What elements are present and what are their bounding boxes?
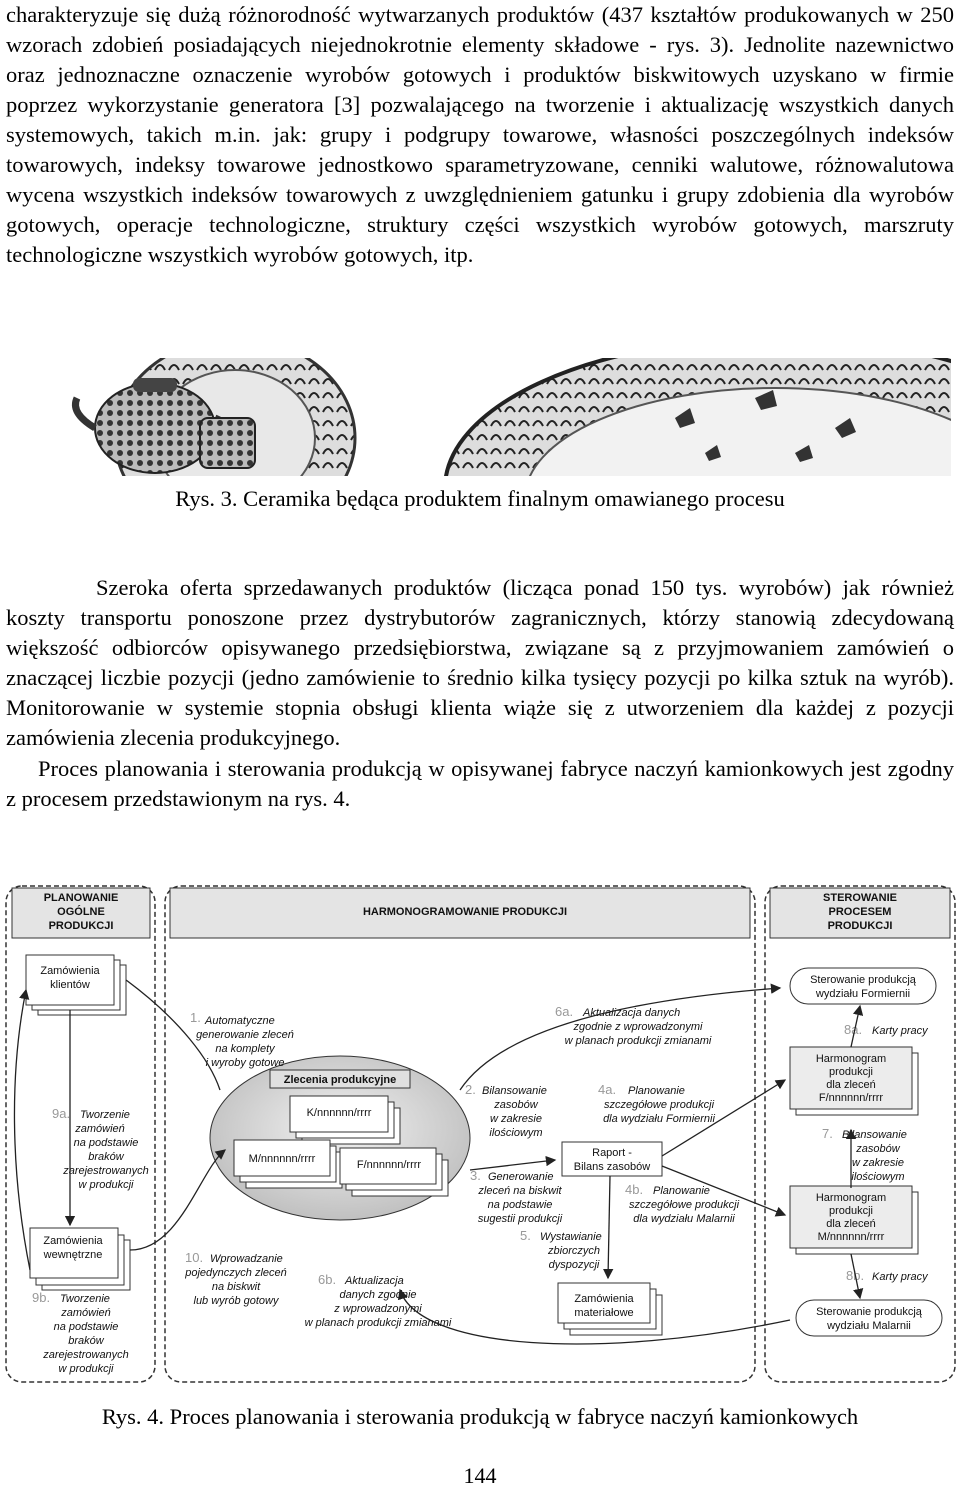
header-left-line3: PRODUKCJI [48, 920, 114, 932]
header-left-line2: OGÓLNE [57, 906, 105, 918]
harm-f-line1: Harmonogram [815, 1053, 887, 1065]
step-10-line1: Wprowadzanie [210, 1253, 283, 1265]
step-4b-line2: szczegółowe produkcji [628, 1199, 740, 1211]
step-1-line2: generowanie zleceń [196, 1029, 294, 1041]
step-8b-line1: Karty pracy [872, 1271, 928, 1283]
step-6b-line3: z wprowadzonymi [334, 1303, 422, 1315]
step-7-line1: Bilansowanie [842, 1129, 907, 1141]
step-6b-line4: w planach produkcji zmianami [304, 1317, 452, 1329]
step-6a-line2: zgodnie z wprowadzonymi [573, 1021, 703, 1033]
ster-formiernii-line2: wydziału Formiernii [815, 988, 911, 1000]
step-10-line3: na biskwit [211, 1281, 261, 1293]
step-3-line2: zleceń na biskwit [478, 1185, 562, 1197]
step-9a-number: 9a. [52, 1106, 71, 1121]
header-left-line1: PLANOWANIE [43, 892, 119, 904]
ster-formiernii-line1: Sterowanie produkcją [810, 974, 916, 986]
step-6b-line1: Aktualizacja [345, 1275, 404, 1287]
step-9a-line4: braków [88, 1151, 124, 1163]
step-6a-line3: w planach produkcji zmianami [564, 1035, 712, 1047]
header-right-line2: PROCESEM [828, 906, 892, 918]
m-order-label: M/nnnnnn/rrrr [248, 1153, 316, 1165]
ceramics-photo [55, 358, 951, 476]
zlecenia-title: Zlecenia produkcyjne [283, 1074, 397, 1086]
paragraph-2: Szeroka oferta sprzedawanych produktów (licząca ponad 150 tys. wyrobów) jak również koszty transportu ponoszone przez dystrybutorów zagranicznych, którzy stanowią zdecydowaną większość odbiorców opisywanego przedsiębiorstwa, związane są z przyjmowaniem zamówień o znaczącej liczbie pozycji (jedno zamówienie to średnio kilka tysięcy pozycji po kilka sztuk na wyrób). Monitorowanie w systemie stopnia obsługi klienta wiąże się z utworzeniem dla każdej z pozycji zamówienia zlecenia produkcyjnego. [6, 575, 954, 750]
step-5-line2: zbiorczych [548, 1245, 600, 1257]
raport-line1: Raport - [592, 1147, 632, 1159]
step-2-line4: ilościowym [489, 1127, 543, 1139]
step-2-line2: zasobów [494, 1099, 538, 1111]
step-4b-line1: Planowanie [653, 1185, 710, 1197]
step-9a-line2: zamówień [75, 1123, 125, 1135]
paragraph-1: charakteryzuje się dużą różnorodność wytwarzanych produktów (437 kształtów produkowanych w 250 wzorach zdobień posiadających niejednokrotnie elementy składowe - rys. 3). Jednolite nazewnictwo oraz jednoznaczne oznaczenie wyrobów gotowych i produktów biskwitowych uzyskano w firmie poprzez wykorzystanie generatora [3] pozwalającego na tworzenie i aktualizację wszystkich danych systemowych, takich m.in. jak: grupy i podgrupy towarowe, własności poszczególnych indeksów towarowych, indeksy towarowe jednostkowo sparametryzowane, cenniki walutowe, różnowalutowa wycena wszystkich indeksów towarowych z uwzględnieniem gatunku i grupy zdobienia dla wyrobów gotowych, operacje technologiczne, struktury części wszystkich wyrobów gotowych, marszruty technologiczne wszystkich wyrobów gotowych, itp. [6, 2, 954, 267]
step-6b-number: 6b. [318, 1272, 337, 1287]
header-middle: HARMONOGRAMOWANIE PRODUKCJI [362, 906, 568, 918]
paragraph-3: Proces planowania i sterowania produkcją w opisywanej fabryce naczyń kamionkowych jest zgodny z procesem przedstawionym na rys. 4. [6, 756, 954, 811]
step-4a-line2: szczegółowe produkcji [603, 1099, 715, 1111]
header-right-line3: PRODUKCJI [827, 920, 893, 932]
step-3-line1: Generowanie [488, 1171, 554, 1183]
step-1-line3: na komplety [215, 1043, 275, 1055]
step-5-line3: dyspozycji [548, 1259, 600, 1271]
harm-m-line3: dla zleceń [826, 1218, 876, 1230]
step-9a-line1: Tworzenie [80, 1109, 130, 1121]
materialowe-line1: Zamówienia [574, 1293, 634, 1305]
doc-klientow-line2: klientów [50, 979, 90, 991]
step-5-number: 5. [520, 1228, 531, 1243]
step-2-number: 2. [465, 1082, 476, 1097]
step-7-line2: zasobów [856, 1143, 900, 1155]
step-10-line4: lub wyrób gotowy [193, 1295, 279, 1307]
step-8b-number: 8b. [846, 1268, 865, 1283]
raport-line2: Bilans zasobów [573, 1161, 651, 1173]
step-4b-number: 4b. [625, 1182, 644, 1197]
step-8a-line1: Karty pracy [872, 1025, 928, 1037]
k-order-label: K/nnnnnn/rrrr [306, 1107, 372, 1119]
step-6a-line1: Aktualizacja danych [583, 1007, 681, 1019]
ceramics-illustration [55, 358, 951, 476]
step-10-line2: pojedynczych zleceń [185, 1267, 287, 1279]
step-3-number: 3. [470, 1168, 481, 1183]
figure-3-caption: Rys. 3. Ceramika będąca produktem finalnym omawianego procesu [175, 486, 785, 511]
step-3-line3: na podstawie [487, 1199, 553, 1211]
ster-malarnii-line1: Sterowanie produkcją [816, 1306, 922, 1318]
doc-klientow-line1: Zamówienia [40, 965, 100, 977]
step-7-line4: ilościowym [851, 1171, 905, 1183]
harm-m-line4: M/nnnnnn/rrrr [817, 1231, 885, 1243]
step-2-line3: w zakresie [490, 1113, 542, 1125]
step-1-number: 1. [190, 1010, 201, 1025]
step-4b-line3: dla wydziału Malarnii [633, 1213, 735, 1225]
harm-m-line1: Harmonogram [815, 1192, 887, 1204]
header-right-line1: STEROWANIE [823, 892, 897, 904]
step-9a-line6: w produkcji [78, 1179, 134, 1191]
step-8a-number: 8a. [844, 1022, 863, 1037]
step-9b-line1: Tworzenie [60, 1293, 110, 1305]
step-2-line1: Bilansowanie [482, 1085, 547, 1097]
step-3-line4: sugestii produkcji [477, 1213, 563, 1225]
harm-m-line2: produkcji [828, 1205, 874, 1217]
step-10-number: 10. [185, 1250, 204, 1265]
step-7-number: 7. [822, 1126, 833, 1141]
ster-malarnii-line2: wydziału Malarnii [827, 1320, 911, 1332]
step-9b-line2: zamówień [61, 1307, 111, 1319]
harm-f-line3: dla zleceń [826, 1079, 876, 1091]
f-order-label: F/nnnnnn/rrrr [356, 1159, 422, 1171]
step-4a-line1: Planowanie [628, 1085, 685, 1097]
step-4a-number: 4a. [598, 1082, 617, 1097]
doc-wewnetrzne-line1: Zamówienia [43, 1235, 103, 1247]
figure-4-caption: Rys. 4. Proces planowania i sterowania produkcją w fabryce naczyń kamionkowych [101, 1404, 859, 1429]
doc-k-orders [290, 1096, 400, 1144]
harm-f-line4: F/nnnnnn/rrrr [818, 1092, 884, 1104]
doc-wewnetrzne-line2: wewnętrzne [43, 1249, 103, 1261]
step-9a-line5: zarejestrowanych [63, 1165, 149, 1177]
step-9b-line5: zarejestrowanych [43, 1349, 129, 1361]
materialowe-line2: materiałowe [574, 1307, 634, 1319]
step-9b-line4: braków [68, 1335, 104, 1347]
step-7-line3: w zakresie [852, 1157, 904, 1169]
step-9a-line3: na podstawie [73, 1137, 139, 1149]
step-9b-line6: w produkcji [58, 1363, 114, 1375]
step-6a-number: 6a. [555, 1004, 574, 1019]
step-9b-line3: na podstawie [53, 1321, 119, 1333]
step-1-line1: Automatyczne [205, 1015, 275, 1027]
doc-f-orders [340, 1148, 448, 1196]
step-4a-line3: dla wydziału Formiernii [603, 1113, 715, 1125]
step-5-line1: Wystawianie [540, 1231, 602, 1243]
step-9b-number: 9b. [32, 1290, 51, 1305]
process-diagram [0, 870, 960, 1390]
step-1-line4: i wyroby gotowe [205, 1057, 285, 1069]
step-6b-line2: danych zgodnie [339, 1289, 417, 1301]
page-number: 144 [463, 1463, 497, 1488]
harm-f-line2: produkcji [828, 1066, 874, 1078]
